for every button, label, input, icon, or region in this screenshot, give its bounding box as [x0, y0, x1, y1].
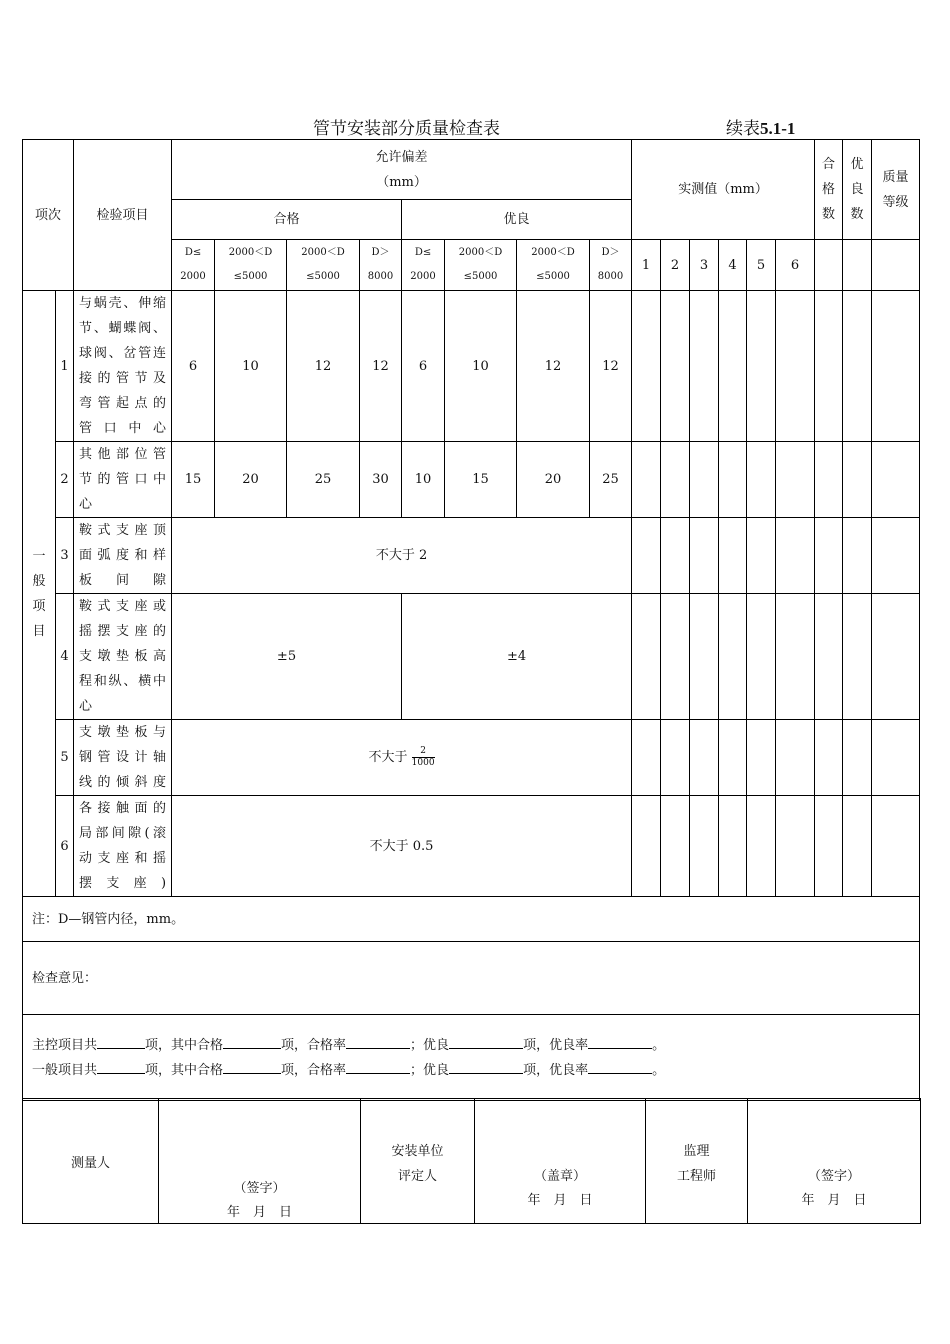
measure-cell[interactable] — [690, 720, 719, 796]
measure-cell[interactable] — [747, 720, 776, 796]
fill-blank[interactable] — [223, 1034, 281, 1049]
row-number: 4 — [56, 594, 74, 720]
measure-cell[interactable] — [690, 594, 719, 720]
row-number: 1 — [56, 291, 74, 442]
grade-cell[interactable] — [872, 720, 920, 796]
table-row — [23, 442, 920, 518]
check-item-text: 其他部位管 节的管口中 心 — [74, 442, 172, 518]
excellent-count-cell[interactable] — [843, 442, 872, 518]
check-item-header: 检验项目 — [74, 140, 172, 291]
qualified-count-cell[interactable] — [815, 796, 843, 897]
main-items-line: 主控项目共 项，其中合格 项，合格率 ；优良 项，优良率 。 — [32, 1033, 919, 1058]
qualified-count-cell[interactable] — [815, 291, 843, 442]
table-row — [23, 291, 920, 442]
table-row — [23, 518, 920, 594]
grade-header: 质量 等级 — [872, 140, 920, 240]
measured-header: 实测值（mm） — [632, 140, 815, 240]
fraction: $\frac{2}{1000}$ — [411, 746, 435, 768]
fill-blank[interactable] — [223, 1059, 281, 1074]
grade-cell[interactable] — [872, 518, 920, 594]
excellent-header: 优良 — [402, 200, 632, 240]
measure-cell[interactable] — [776, 291, 815, 442]
fill-blank[interactable] — [97, 1034, 145, 1049]
qualified-count-header: 合 格 数 — [815, 140, 843, 240]
excellent-count-cell[interactable] — [843, 720, 872, 796]
value-cell: 15 — [445, 442, 517, 518]
measure-cell[interactable] — [776, 442, 815, 518]
range-cell: 2000＜D ≤5000 — [517, 240, 590, 291]
row-number: 2 — [56, 442, 74, 518]
table-row — [23, 720, 920, 796]
opinion-row — [23, 942, 920, 1015]
measure-cell[interactable] — [661, 594, 690, 720]
merged-value: 不大于 2 — [172, 518, 632, 594]
measurer-label: 测量人 — [23, 1099, 159, 1224]
measure-cell[interactable] — [632, 442, 661, 518]
value-cell: 10 — [402, 442, 445, 518]
opinion-label[interactable]: 检查意见： — [23, 942, 920, 1015]
range-cell: D≤ 2000 — [172, 240, 215, 291]
install-unit-seal[interactable]: （盖章） 年 月 日 — [475, 1099, 646, 1224]
value-cell: 25 — [287, 442, 360, 518]
fill-blank[interactable] — [97, 1059, 145, 1074]
measure-cell[interactable] — [661, 291, 690, 442]
excellent-count-cell[interactable] — [843, 291, 872, 442]
measure-col-1: 1 — [632, 240, 661, 291]
note-row — [23, 897, 920, 942]
measure-cell[interactable] — [632, 291, 661, 442]
grade-cell[interactable] — [872, 796, 920, 897]
range-cell: 2000＜D ≤5000 — [287, 240, 360, 291]
stats-row — [23, 1015, 920, 1101]
range-cell: D≤ 2000 — [402, 240, 445, 291]
value-cell: 12 — [287, 291, 360, 442]
measure-cell[interactable] — [632, 518, 661, 594]
general-items-line: 一般项目共 项，其中合格 项，合格率 ；优良 项，优良率 。 — [32, 1058, 919, 1083]
measure-cell[interactable] — [747, 442, 776, 518]
excellent-count-cell[interactable] — [843, 518, 872, 594]
measure-col-3: 3 — [690, 240, 719, 291]
row-number: 3 — [56, 518, 74, 594]
grade-cell[interactable] — [872, 594, 920, 720]
value-cell: 15 — [172, 442, 215, 518]
excellent-count-cell[interactable] — [843, 594, 872, 720]
measure-col-5: 5 — [747, 240, 776, 291]
title-bar — [0, 114, 950, 138]
install-unit-label: 安装单位 评定人 — [361, 1099, 475, 1224]
qualified-count-cell[interactable] — [815, 594, 843, 720]
header-row-1 — [23, 140, 920, 200]
value-cell: 12 — [590, 291, 632, 442]
grade-cell[interactable] — [872, 442, 920, 518]
value-cell: 20 — [517, 442, 590, 518]
fill-blank[interactable] — [588, 1059, 652, 1074]
measure-cell[interactable] — [776, 518, 815, 594]
signature-row — [23, 1099, 921, 1224]
merged-value: 不大于 $\frac{2}{1000}$ — [172, 720, 632, 796]
measure-cell[interactable] — [661, 518, 690, 594]
fill-blank[interactable] — [588, 1034, 652, 1049]
measure-cell[interactable] — [719, 594, 747, 720]
page-title: 管节安装部分质量检查表 — [313, 119, 500, 139]
qualified-header: 合格 — [172, 200, 402, 240]
qualified-value: ±5 — [172, 594, 402, 720]
row-number: 5 — [56, 720, 74, 796]
measure-cell[interactable] — [776, 720, 815, 796]
allowed-deviation-header: 允许偏差 （mm） — [172, 140, 632, 200]
fill-blank[interactable] — [346, 1059, 410, 1074]
measure-cell[interactable] — [690, 518, 719, 594]
measure-cell[interactable] — [747, 796, 776, 897]
range-cell: D＞ 8000 — [360, 240, 402, 291]
table-number: 续表5.1-1 — [726, 119, 796, 139]
grade-cell[interactable] — [872, 291, 920, 442]
measure-cell[interactable] — [719, 720, 747, 796]
excellent-count-header: 优 良 数 — [843, 140, 872, 240]
measurer-signature[interactable]: （签字） 年 月 日 — [159, 1099, 361, 1224]
measure-cell[interactable] — [632, 796, 661, 897]
qualified-count-cell[interactable] — [815, 518, 843, 594]
supervisor-signature[interactable]: （签字） 年 月 日 — [748, 1099, 921, 1224]
supervisor-label: 监理 工程师 — [646, 1099, 748, 1224]
range-cell: 2000＜D ≤5000 — [215, 240, 287, 291]
row-number: 6 — [56, 796, 74, 897]
measure-cell[interactable] — [661, 796, 690, 897]
measure-cell[interactable] — [632, 720, 661, 796]
measure-cell[interactable] — [776, 594, 815, 720]
measure-cell[interactable] — [747, 291, 776, 442]
merged-value: 不大于 0.5 — [172, 796, 632, 897]
value-cell: 30 — [360, 442, 402, 518]
value-cell: 10 — [215, 291, 287, 442]
measure-cell[interactable] — [747, 518, 776, 594]
measure-cell[interactable] — [690, 442, 719, 518]
range-cell: D＞ 8000 — [590, 240, 632, 291]
value-cell: 12 — [517, 291, 590, 442]
excellent-count-cell[interactable] — [843, 796, 872, 897]
measure-cell[interactable] — [747, 594, 776, 720]
check-item-text: 支墩垫板与 钢管设计轴 线的倾斜度 — [74, 720, 172, 796]
value-cell: 12 — [360, 291, 402, 442]
measure-cell[interactable] — [690, 796, 719, 897]
value-cell: 6 — [402, 291, 445, 442]
category-label: 一 般 项 目 — [23, 291, 56, 897]
measure-cell[interactable] — [661, 442, 690, 518]
qualified-count-cell[interactable] — [815, 720, 843, 796]
value-cell: 6 — [172, 291, 215, 442]
signature-table — [22, 1098, 921, 1224]
measure-cell[interactable] — [719, 442, 747, 518]
note-text: 注：D—钢管内径，mm。 — [23, 897, 920, 942]
check-item-text: 鞍式支座或 摇摆支座的 支墩垫板高 程和纵、横中 心 — [74, 594, 172, 720]
measure-col-2: 2 — [661, 240, 690, 291]
measure-cell[interactable] — [690, 291, 719, 442]
measure-cell[interactable] — [719, 291, 747, 442]
check-item-text: 与蜗壳、伸缩 节、蝴蝶阀、 球阀、岔管连 接的管节及 弯管起点的 管口中心 — [74, 291, 172, 442]
measure-cell[interactable] — [719, 518, 747, 594]
excellent-value: ±4 — [402, 594, 632, 720]
grade-cell — [872, 240, 920, 291]
table-row — [23, 796, 920, 897]
measure-cell[interactable] — [661, 720, 690, 796]
quality-inspection-table — [22, 139, 920, 1101]
check-item-text: 各接触面的 局部间隙(滚 动支座和摇 摆支座) — [74, 796, 172, 897]
fill-blank[interactable] — [449, 1059, 523, 1074]
excellent-count-cell — [843, 240, 872, 291]
measure-cell[interactable] — [632, 594, 661, 720]
measure-cell[interactable] — [776, 796, 815, 897]
check-item-text: 鞍式支座顶 面弧度和样 板间隙 — [74, 518, 172, 594]
value-cell: 25 — [590, 442, 632, 518]
measure-cell[interactable] — [719, 796, 747, 897]
fill-blank[interactable] — [346, 1034, 410, 1049]
stats-block — [23, 1015, 920, 1101]
measure-col-4: 4 — [719, 240, 747, 291]
seq-header: 项次 — [23, 140, 74, 291]
value-cell: 10 — [445, 291, 517, 442]
measure-col-6: 6 — [776, 240, 815, 291]
range-cell: 2000＜D ≤5000 — [445, 240, 517, 291]
value-cell: 20 — [215, 442, 287, 518]
qualified-count-cell — [815, 240, 843, 291]
table-row — [23, 594, 920, 720]
qualified-count-cell[interactable] — [815, 442, 843, 518]
fill-blank[interactable] — [449, 1034, 523, 1049]
